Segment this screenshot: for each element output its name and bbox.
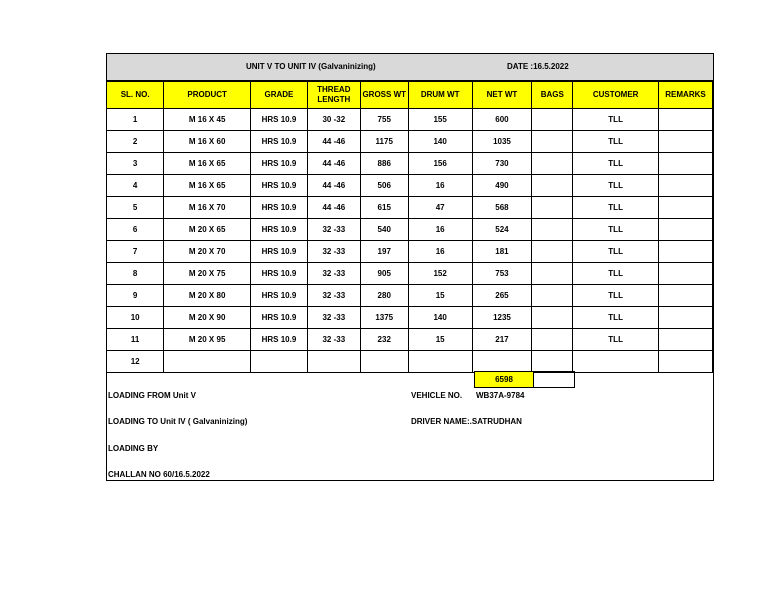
table-row <box>107 307 713 329</box>
table-cell: 1235 <box>472 307 532 329</box>
table-cell: TLL <box>573 175 659 197</box>
table-cell <box>532 219 573 241</box>
table-cell: M 20 X 70 <box>164 241 251 263</box>
table-cell: 600 <box>472 109 532 131</box>
table-cell: HRS 10.9 <box>251 241 308 263</box>
table-cell: 615 <box>360 197 408 219</box>
table-cell <box>659 109 713 131</box>
table-cell <box>532 175 573 197</box>
table-cell <box>360 351 408 373</box>
table-cell <box>532 285 573 307</box>
table-cell: TLL <box>573 285 659 307</box>
table-cell: M 20 X 65 <box>164 219 251 241</box>
table-cell: 490 <box>472 175 532 197</box>
table-cell: 540 <box>360 219 408 241</box>
table-cell: 280 <box>360 285 408 307</box>
column-header: THREAD LENGTH <box>307 82 360 109</box>
table-cell: 16 <box>408 175 472 197</box>
table-row <box>107 219 713 241</box>
column-header: CUSTOMER <box>573 82 659 109</box>
table-cell: 1175 <box>360 131 408 153</box>
table-cell: 753 <box>472 263 532 285</box>
table-cell: HRS 10.9 <box>251 131 308 153</box>
column-header: GROSS WT <box>360 82 408 109</box>
table-cell: 16 <box>408 241 472 263</box>
table-cell: 140 <box>408 131 472 153</box>
table-row <box>107 175 713 197</box>
title-bar <box>107 54 713 81</box>
table-cell: HRS 10.9 <box>251 263 308 285</box>
table-cell: HRS 10.9 <box>251 307 308 329</box>
items-table <box>107 81 713 373</box>
column-header: DRUM WT <box>408 82 472 109</box>
table-row <box>107 109 713 131</box>
table-cell <box>659 351 713 373</box>
table-cell: M 16 X 70 <box>164 197 251 219</box>
table-cell <box>659 263 713 285</box>
table-cell: 8 <box>107 263 164 285</box>
column-header: NET WT <box>472 82 532 109</box>
table-cell: 217 <box>472 329 532 351</box>
table-cell: 47 <box>408 197 472 219</box>
table-cell: M 16 X 45 <box>164 109 251 131</box>
table-cell <box>532 307 573 329</box>
table-cell: 44 -46 <box>307 131 360 153</box>
column-header: SL. NO. <box>107 82 164 109</box>
table-cell: 140 <box>408 307 472 329</box>
table-cell: 32 -33 <box>307 329 360 351</box>
table-cell: 11 <box>107 329 164 351</box>
table-cell: 1 <box>107 109 164 131</box>
table-cell: 524 <box>472 219 532 241</box>
table-cell <box>532 241 573 263</box>
table-cell: HRS 10.9 <box>251 109 308 131</box>
table-cell <box>532 131 573 153</box>
table-cell: 15 <box>408 329 472 351</box>
header-row <box>107 82 713 109</box>
table-cell: TLL <box>573 329 659 351</box>
table-cell: 3 <box>107 153 164 175</box>
vehicle-no: WB37A-9784 <box>476 391 525 400</box>
table-cell: 16 <box>408 219 472 241</box>
table-cell: TLL <box>573 307 659 329</box>
loading-from: LOADING FROM Unit V <box>108 391 196 400</box>
table-cell: 1375 <box>360 307 408 329</box>
table-cell: HRS 10.9 <box>251 329 308 351</box>
table-cell <box>659 153 713 175</box>
total-net-wt: 6598 <box>474 371 534 388</box>
table-cell: 886 <box>360 153 408 175</box>
challan-sheet <box>106 53 714 481</box>
table-cell: 44 -46 <box>307 175 360 197</box>
table-cell: 905 <box>360 263 408 285</box>
table-cell: 181 <box>472 241 532 263</box>
table-row <box>107 263 713 285</box>
table-cell: 32 -33 <box>307 307 360 329</box>
table-cell: 506 <box>360 175 408 197</box>
table-cell <box>532 153 573 175</box>
table-cell: 9 <box>107 285 164 307</box>
table-cell: 44 -46 <box>307 153 360 175</box>
table-cell <box>659 241 713 263</box>
table-cell: HRS 10.9 <box>251 153 308 175</box>
table-row <box>107 285 713 307</box>
table-cell <box>532 109 573 131</box>
sheet-title: UNIT V TO UNIT IV (Galvaninizing) <box>246 62 376 71</box>
table-cell: M 16 X 65 <box>164 175 251 197</box>
table-cell: 152 <box>408 263 472 285</box>
vehicle-label: VEHICLE NO. <box>411 391 463 400</box>
table-cell: 1035 <box>472 131 532 153</box>
table-cell: TLL <box>573 197 659 219</box>
table-cell: 44 -46 <box>307 197 360 219</box>
table-cell: TLL <box>573 109 659 131</box>
table-cell: M 20 X 75 <box>164 263 251 285</box>
table-cell: 755 <box>360 109 408 131</box>
table-cell: HRS 10.9 <box>251 175 308 197</box>
challan-no: CHALLAN NO 60/16.5.2022 <box>108 470 210 479</box>
table-cell: HRS 10.9 <box>251 197 308 219</box>
table-cell: 156 <box>408 153 472 175</box>
table-cell: 32 -33 <box>307 219 360 241</box>
table-cell: M 16 X 65 <box>164 153 251 175</box>
table-cell: TLL <box>573 131 659 153</box>
driver-name: DRIVER NAME:.SATRUDHAN <box>411 417 522 426</box>
table-cell <box>659 219 713 241</box>
table-cell: 197 <box>360 241 408 263</box>
table-cell: HRS 10.9 <box>251 219 308 241</box>
table-cell: 32 -33 <box>307 263 360 285</box>
table-cell <box>659 197 713 219</box>
table-cell: 155 <box>408 109 472 131</box>
table-cell: 32 -33 <box>307 285 360 307</box>
table-cell <box>573 351 659 373</box>
table-cell <box>164 351 251 373</box>
table-cell: M 20 X 80 <box>164 285 251 307</box>
loading-to: LOADING TO Unit IV ( Galvaninizing) <box>108 417 248 426</box>
table-cell: TLL <box>573 241 659 263</box>
table-cell <box>532 263 573 285</box>
table-cell <box>472 351 532 373</box>
table-cell: 2 <box>107 131 164 153</box>
table-cell: 5 <box>107 197 164 219</box>
table-cell: 6 <box>107 219 164 241</box>
table-row <box>107 329 713 351</box>
total-bags-cell <box>534 371 575 388</box>
table-cell <box>659 285 713 307</box>
table-row <box>107 351 713 373</box>
table-cell <box>532 329 573 351</box>
table-cell <box>532 197 573 219</box>
table-cell: 15 <box>408 285 472 307</box>
table-cell <box>659 307 713 329</box>
column-header: GRADE <box>251 82 308 109</box>
table-cell: 265 <box>472 285 532 307</box>
table-row <box>107 241 713 263</box>
table-cell: 32 -33 <box>307 241 360 263</box>
table-row <box>107 197 713 219</box>
table-row <box>107 153 713 175</box>
table-cell: 7 <box>107 241 164 263</box>
table-cell: TLL <box>573 219 659 241</box>
table-cell <box>659 175 713 197</box>
table-cell <box>307 351 360 373</box>
table-cell: TLL <box>573 263 659 285</box>
table-cell: 30 -32 <box>307 109 360 131</box>
column-header: REMARKS <box>659 82 713 109</box>
table-cell: HRS 10.9 <box>251 285 308 307</box>
table-cell <box>408 351 472 373</box>
table-cell <box>659 131 713 153</box>
table-cell: 4 <box>107 175 164 197</box>
loading-by: LOADING BY <box>108 444 159 453</box>
table-cell: M 20 X 95 <box>164 329 251 351</box>
sheet-date: DATE :16.5.2022 <box>507 62 569 71</box>
table-cell: 232 <box>360 329 408 351</box>
table-row <box>107 131 713 153</box>
table-cell: TLL <box>573 153 659 175</box>
table-cell: M 20 X 90 <box>164 307 251 329</box>
table-cell: M 16 X 60 <box>164 131 251 153</box>
table-cell <box>659 329 713 351</box>
column-header: PRODUCT <box>164 82 251 109</box>
table-cell <box>532 351 573 373</box>
table-cell <box>251 351 308 373</box>
table-cell: 568 <box>472 197 532 219</box>
table-cell: 10 <box>107 307 164 329</box>
table-cell: 12 <box>107 351 164 373</box>
column-header: BAGS <box>532 82 573 109</box>
table-cell: 730 <box>472 153 532 175</box>
